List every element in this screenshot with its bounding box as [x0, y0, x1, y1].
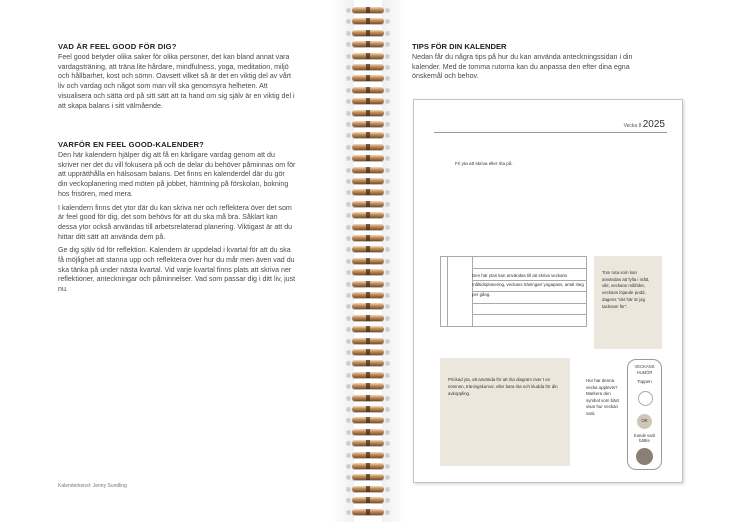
ring-seam	[366, 360, 370, 366]
ring-seam	[366, 98, 370, 104]
spiral-ring	[346, 302, 390, 311]
punch-hole	[346, 453, 351, 458]
punch-hole	[346, 99, 351, 104]
spiral-ring	[346, 359, 390, 368]
punch-hole	[385, 487, 390, 492]
spiral-ring	[346, 439, 390, 448]
punch-hole	[346, 88, 351, 93]
spiral-ring	[346, 382, 390, 391]
spiral-ring	[346, 405, 390, 414]
spiral-ring	[346, 109, 390, 118]
punch-hole	[385, 304, 390, 309]
section-body-feel-good	[58, 53, 296, 115]
mood-bottom-label: Kunde varit bättre	[633, 433, 656, 444]
punch-hole	[346, 179, 351, 184]
punch-hole	[346, 487, 351, 492]
ring-seam	[366, 155, 370, 161]
punch-hole	[385, 475, 390, 480]
ring-seam	[366, 383, 370, 389]
punch-hole	[346, 293, 351, 298]
mood-question: Hur har denna vecka upplevts? Markera den symbol som bäst visar hur veckan varit.	[586, 378, 619, 416]
punch-hole	[346, 76, 351, 81]
free-area-note: Fri yta att skriva eller rita på.	[455, 161, 513, 166]
spiral-ring	[346, 188, 390, 197]
punch-hole	[385, 430, 390, 435]
table-line	[472, 314, 586, 315]
ring-seam	[366, 406, 370, 412]
ring-seam	[366, 110, 370, 116]
punch-hole	[385, 76, 390, 81]
ring-seam	[366, 178, 370, 184]
punch-hole	[385, 453, 390, 458]
spiral-ring	[346, 508, 390, 517]
spiral-ring	[346, 314, 390, 323]
spiral-ring	[346, 17, 390, 26]
section-heading-why-calendar: VARFÖR EN FEEL GOOD-KALENDER?	[58, 140, 205, 149]
spiral-ring	[346, 200, 390, 209]
mood-tracker	[627, 359, 662, 470]
spiral-ring	[346, 143, 390, 152]
ring-seam	[366, 87, 370, 93]
punch-hole	[385, 122, 390, 127]
table-line	[472, 268, 586, 269]
spiral-binding	[346, 0, 390, 522]
art-credit: Kalenderkonst: Jenny Sundling	[58, 483, 127, 489]
ring-seam	[366, 395, 370, 401]
punch-hole	[346, 464, 351, 469]
punch-hole	[346, 111, 351, 116]
punch-hole	[385, 316, 390, 321]
ring-seam	[366, 349, 370, 355]
week-number: Vecka 8	[623, 123, 642, 129]
punch-hole	[385, 202, 390, 207]
ring-seam	[366, 474, 370, 480]
ring-seam	[366, 212, 370, 218]
punch-hole	[346, 373, 351, 378]
punch-hole	[346, 19, 351, 24]
paragraph: I kalendern finns det ytor där du kan skriva ner och reflektera över det som är feel good för dig, det som behövs för att du ska må bra. Såklart kan dessa ytor också användas till arbetsrelaterad planering. Viktigast är att du hittar ditt sätt att använda dem på.	[58, 203, 293, 241]
spiral-ring	[346, 120, 390, 129]
punch-hole	[385, 373, 390, 378]
spiral-ring	[346, 52, 390, 61]
punch-hole	[346, 339, 351, 344]
punch-hole	[385, 418, 390, 423]
ring-seam	[366, 269, 370, 275]
punch-hole	[385, 54, 390, 59]
blank-box-note: Tom ruta som kan användas att fylla i mått, vikt, veckans mål/ider, veckans löjande podd, dagens "det här är jag tacksam för".	[602, 270, 650, 309]
punch-hole	[385, 247, 390, 252]
spiral-ring	[346, 74, 390, 83]
punch-hole	[385, 133, 390, 138]
spiral-ring	[346, 245, 390, 254]
mood-ok-label: OK	[641, 418, 648, 423]
spiral-ring	[346, 97, 390, 106]
punch-hole	[385, 42, 390, 47]
ring-seam	[366, 7, 370, 13]
spiral-ring	[346, 280, 390, 289]
mood-circle-ok-icon	[637, 414, 652, 429]
spiral-ring	[346, 86, 390, 95]
ring-seam	[366, 372, 370, 378]
ring-seam	[366, 189, 370, 195]
ring-seam	[366, 292, 370, 298]
punch-hole	[346, 441, 351, 446]
ring-seam	[366, 224, 370, 230]
tips-intro: Nedan får du några tips på hur du kan använda anteckningssidan i din kalender. Med de tomma rutorna kan du anpassa den efter dina egna önskemål och behov.	[412, 53, 633, 81]
table-note: Den här ytan kan användas till att skriva veckans måltidsplanering, veckans träningar/ yogapass, antal steg per gång.	[472, 273, 584, 297]
punch-hole	[385, 168, 390, 173]
ring-seam	[366, 18, 370, 24]
punch-hole	[346, 361, 351, 366]
ring-seam	[366, 440, 370, 446]
punch-hole	[385, 270, 390, 275]
spiral-ring	[346, 337, 390, 346]
ring-seam	[366, 417, 370, 423]
spiral-ring	[346, 211, 390, 220]
spiral-ring	[346, 394, 390, 403]
punch-hole	[385, 350, 390, 355]
ring-seam	[366, 509, 370, 515]
ring-seam	[366, 30, 370, 36]
punch-hole	[346, 145, 351, 150]
punch-hole	[385, 145, 390, 150]
spiral-ring	[346, 416, 390, 425]
punch-hole	[346, 133, 351, 138]
punch-hole	[385, 19, 390, 24]
punch-hole	[346, 282, 351, 287]
spiral-ring	[346, 166, 390, 175]
spiral-ring	[346, 428, 390, 437]
punch-hole	[385, 396, 390, 401]
ring-seam	[366, 486, 370, 492]
spiral-ring	[346, 154, 390, 163]
punch-hole	[346, 247, 351, 252]
ring-seam	[366, 463, 370, 469]
punch-hole	[346, 475, 351, 480]
punch-hole	[385, 498, 390, 503]
punch-hole	[385, 65, 390, 70]
ring-seam	[366, 452, 370, 458]
spiral-ring	[346, 29, 390, 38]
punch-hole	[346, 122, 351, 127]
punch-hole	[346, 270, 351, 275]
punch-hole	[346, 407, 351, 412]
punch-hole	[346, 65, 351, 70]
ring-seam	[366, 144, 370, 150]
punch-hole	[346, 304, 351, 309]
punch-hole	[385, 293, 390, 298]
week-year: 2025	[642, 119, 665, 130]
punch-hole	[385, 99, 390, 104]
ring-seam	[366, 64, 370, 70]
spiral-ring	[346, 6, 390, 15]
punch-hole	[346, 236, 351, 241]
header-rule	[434, 132, 667, 133]
ring-seam	[366, 429, 370, 435]
punch-hole	[346, 213, 351, 218]
paragraph: Ge dig själv tid för reflektion. Kalendern är uppdelad i kvartal för att du ska få möjlighet att stanna upp och reflektera över hur du mår men även vad du ska tänka på under nästa kvartal. Vid varje kvartal finns plats att skriva ner reflektioner, anteckningar och påminnelser. Vad som passar dig i ditt liv, just nu.	[58, 246, 296, 294]
section-heading-feel-good: VAD ÄR FEEL GOOD FÖR DIG?	[58, 42, 177, 51]
spiral-ring	[346, 485, 390, 494]
spiral-ring	[346, 223, 390, 232]
ring-seam	[366, 315, 370, 321]
punch-hole	[385, 510, 390, 515]
spiral-ring	[346, 177, 390, 186]
punch-hole	[346, 190, 351, 195]
spiral-ring	[346, 131, 390, 140]
punch-hole	[385, 179, 390, 184]
spiral-ring	[346, 371, 390, 380]
punch-hole	[346, 316, 351, 321]
punch-hole	[346, 8, 351, 13]
ring-seam	[366, 258, 370, 264]
mood-heading: VECKANS HUMÖR	[634, 364, 655, 375]
paragraph: Feel good betyder olika saker för olika personer, det kan bland annat vara vardagsträning, att träna lite hårdare, mindfulness, yoga, meditation, miljö och hållbarhet, kost och sömn. Oavsett vilket så är det en viktig del av vårt liv och vardag och något som man vill ska genomsyra helheten. Att visualisera och sätta ord på sitt sätt att ta hand om sig själv är en viktig del i att skapa balans i sitt välmående.	[58, 53, 295, 110]
ring-seam	[366, 281, 370, 287]
punch-hole	[385, 225, 390, 230]
punch-hole	[385, 88, 390, 93]
punch-hole	[385, 441, 390, 446]
paragraph: Den här kalendern hjälper dig att få en kärligare vardag genom att du skriver ner det du vill fokusera på och de delar du behöver påminnas om för att upprätthålla en hälsosam balans. Det finns en kalenderdel där du gör din veckoplanering med möten på jobbet, hämtning på förskolan, bokning hos frisören, med mera.	[58, 151, 296, 198]
ring-seam	[366, 326, 370, 332]
ring-seam	[366, 75, 370, 81]
ring-seam	[366, 246, 370, 252]
spiral-ring	[346, 291, 390, 300]
tips-heading: TIPS FÖR DIN KALENDER	[412, 42, 507, 51]
punch-hole	[346, 396, 351, 401]
mood-circle-low-icon	[636, 448, 653, 465]
spiral-ring	[346, 63, 390, 72]
ring-seam	[366, 41, 370, 47]
punch-hole	[346, 418, 351, 423]
ring-seam	[366, 235, 370, 241]
punch-hole	[385, 327, 390, 332]
mood-top-label: Toppen	[637, 379, 652, 384]
ring-seam	[366, 201, 370, 207]
punch-hole	[346, 498, 351, 503]
dotted-area-note: Prickad yta, att använda för att rita diagram över t ex sömnen, träningskurvor, eller bara rita och kludda för din avkoppling.	[448, 377, 558, 396]
ring-seam	[366, 167, 370, 173]
punch-hole	[385, 213, 390, 218]
spiral-ring	[346, 234, 390, 243]
dotted-area	[440, 358, 570, 466]
punch-hole	[346, 430, 351, 435]
mood-circle-top-icon	[638, 391, 653, 406]
ring-seam	[366, 132, 370, 138]
punch-hole	[346, 54, 351, 59]
spiral-ring	[346, 496, 390, 505]
spiral-ring	[346, 325, 390, 334]
punch-hole	[346, 168, 351, 173]
punch-hole	[346, 327, 351, 332]
table-divider	[447, 257, 448, 326]
punch-hole	[346, 202, 351, 207]
ring-seam	[366, 497, 370, 503]
punch-hole	[385, 339, 390, 344]
punch-hole	[385, 156, 390, 161]
punch-hole	[385, 384, 390, 389]
punch-hole	[385, 236, 390, 241]
spiral-ring	[346, 451, 390, 460]
punch-hole	[385, 111, 390, 116]
table-line	[472, 303, 586, 304]
ring-seam	[366, 303, 370, 309]
punch-hole	[385, 407, 390, 412]
punch-hole	[346, 42, 351, 47]
spiral-ring	[346, 268, 390, 277]
punch-hole	[385, 464, 390, 469]
spiral-ring	[346, 257, 390, 266]
punch-hole	[385, 282, 390, 287]
punch-hole	[346, 510, 351, 515]
punch-hole	[346, 384, 351, 389]
ring-seam	[366, 121, 370, 127]
punch-hole	[346, 259, 351, 264]
section-body-why-calendar	[58, 151, 296, 299]
spiral-ring	[346, 348, 390, 357]
punch-hole	[385, 190, 390, 195]
punch-hole	[385, 259, 390, 264]
spiral-ring	[346, 462, 390, 471]
punch-hole	[385, 31, 390, 36]
punch-hole	[346, 350, 351, 355]
punch-hole	[385, 8, 390, 13]
punch-hole	[346, 225, 351, 230]
ring-seam	[366, 338, 370, 344]
punch-hole	[385, 361, 390, 366]
planner-sample-page	[413, 99, 683, 483]
week-label	[624, 119, 665, 130]
spiral-ring	[346, 40, 390, 49]
ring-seam	[366, 53, 370, 59]
punch-hole	[346, 31, 351, 36]
spiral-ring	[346, 473, 390, 482]
punch-hole	[346, 156, 351, 161]
